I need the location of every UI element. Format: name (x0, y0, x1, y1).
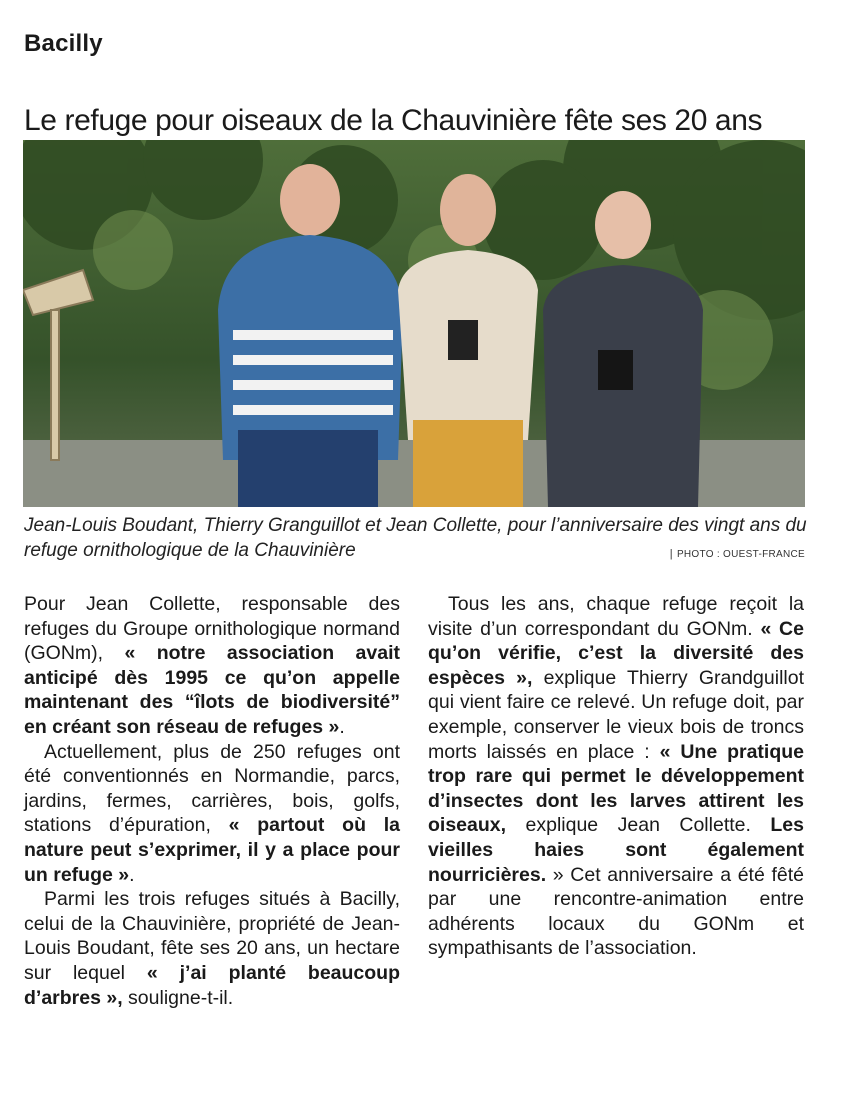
text-run: explique Jean Collette. (506, 814, 771, 837)
quote-run: « notre association avait anticipé dès 1995 ce qu’on appelle maintenant des “îlots de biodiversité” en créant son réseau de refuges » (24, 642, 400, 738)
paragraph-4 (428, 592, 804, 961)
paragraph-1 (24, 592, 400, 740)
photo-caption: Jean-Louis Boudant, Thierry Granguillot et Jean Collette, pour l’anniversaire des vingt ans du refuge ornithologique de la Chauvinière (24, 515, 807, 561)
quote-run: « partout où la nature peut s’exprimer, il y a place pour un refuge » (24, 814, 401, 886)
quote-run: « j’ai planté beaucoup d’arbres », (24, 961, 401, 1009)
credit-text: PHOTO : OUEST-FRANCE (676, 549, 805, 560)
article-photo (23, 140, 805, 507)
paragraph-2 (24, 740, 400, 888)
body-column-left (24, 592, 400, 1010)
text-run: Parmi les trois refuges situés à Bacilly, celui de la Chauvinière, propriété de Jean-Louis Boudant, fête ses 20 ans, un hectare sur lequel (24, 888, 400, 984)
text-run: » Cet anniversaire a été fêté par une rencontre-animation entre adhérents locaux du GONm et sympathisants de l’association. (428, 863, 804, 960)
text-run: Actuellement, plus de 250 refuges ont été conventionnés en Normandie, parcs, jardins, fermes, carrières, bois, golfs, stations d’épuration, (24, 740, 400, 837)
article-headline: Le refuge pour oiseaux de la Chauvinière fête ses 20 ans (24, 104, 763, 138)
quote-run: « Ce qu’on vérifie, c’est la diversité des espèces », (428, 617, 804, 689)
quote-run: « Une pratique trop rare qui permet le développement d’insectes dont les larves attirent les oiseaux, (428, 740, 805, 837)
article-kicker: Bacilly (24, 30, 103, 57)
text-run: explique Thierry Grandguillot qui vient faire ce relevé. Un refuge doit, par exemple, conserver le vieux bois de troncs morts laissés en place : (428, 666, 804, 763)
text-run: Pour Jean Collette, responsable des refuges du Groupe ornithologique normand (GONm), (24, 593, 400, 665)
credit-separator: | (669, 548, 673, 560)
photo-credit (670, 548, 805, 560)
quote-run: Les vieilles haies sont également nourricières. (428, 814, 804, 886)
text-run: . (339, 715, 345, 738)
text-run: . (129, 863, 135, 886)
text-run: Tous les ans, chaque refuge reçoit la visite d’un correspondant du GONm. (428, 593, 804, 640)
paragraph-3 (24, 887, 400, 1010)
text-run: souligne-t-il. (122, 986, 234, 1009)
body-column-right (428, 592, 804, 961)
